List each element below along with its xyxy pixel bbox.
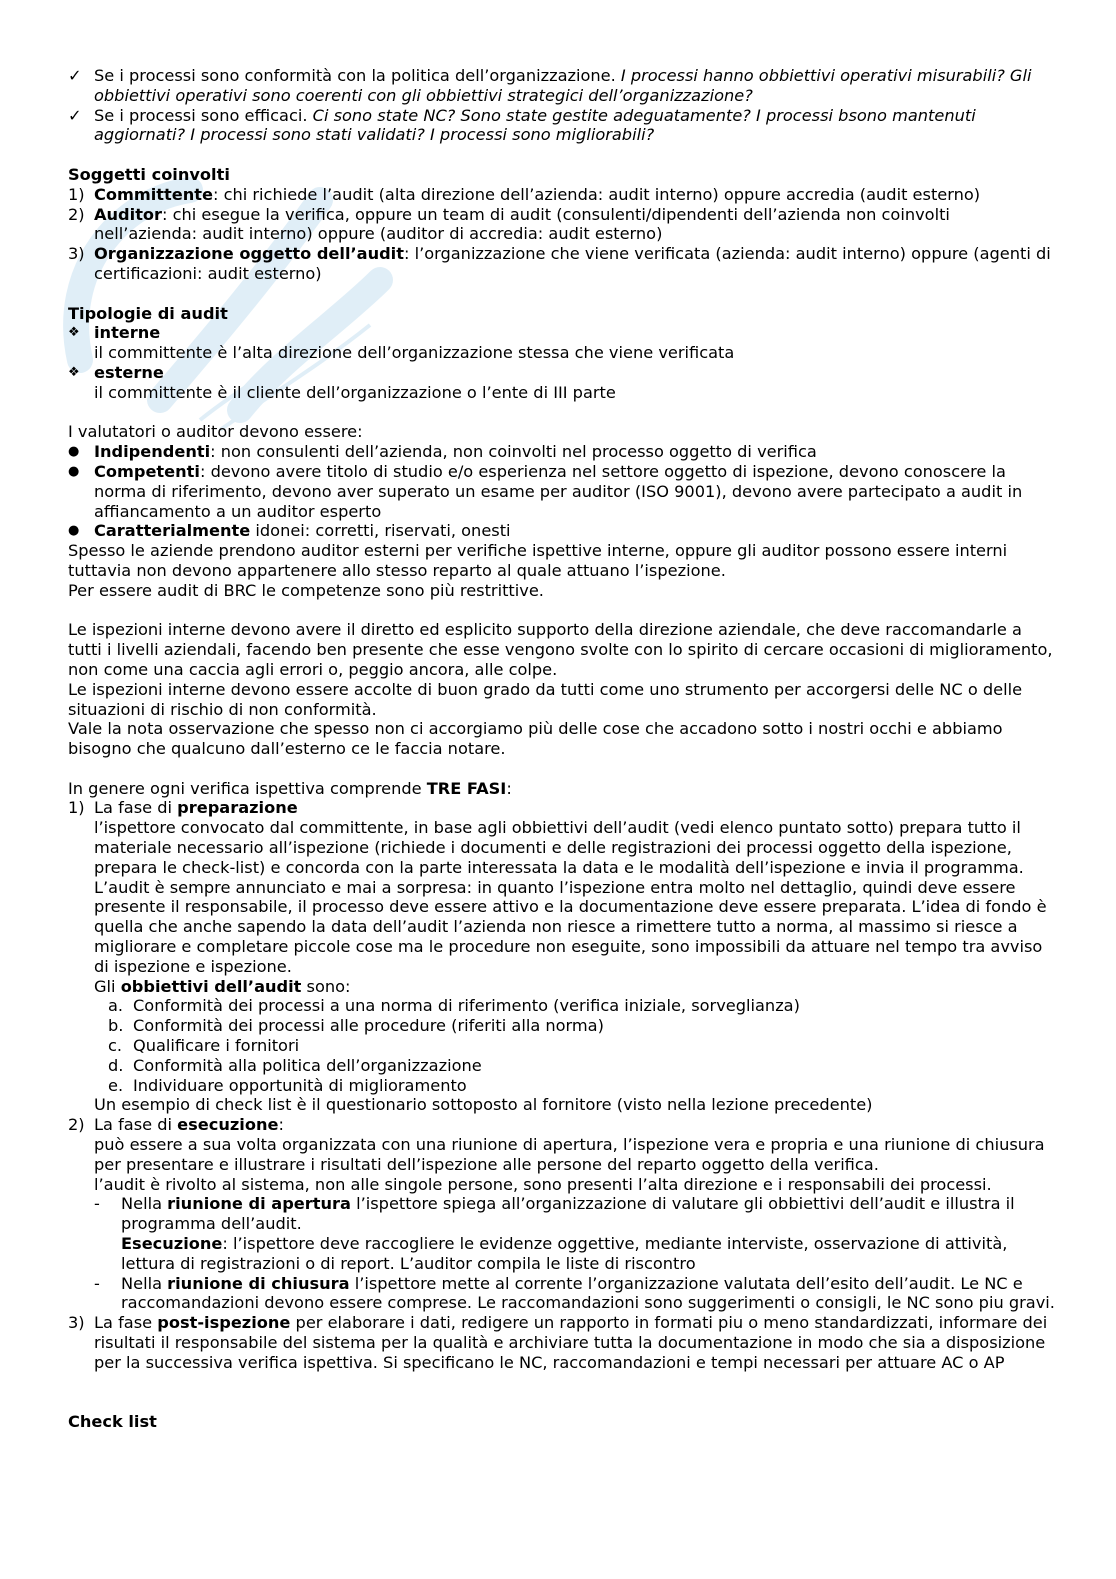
term: Caratterialmente bbox=[94, 521, 251, 541]
obj-post: sono: bbox=[301, 976, 351, 996]
paragraph: Le ispezioni interne devono avere il diretto ed esplicito supporto della direzione aziendale, che deve raccomandarle a tutti i livelli aziendali, facendo ben presente che esse vengono svolte con lo spirito di cercare occasioni di miglioramento, non come una caccia agli errori o, peggio ancora, alle colpe. bbox=[68, 620, 1053, 679]
term: Committente bbox=[94, 184, 213, 204]
d1-bold: riunione di apertura bbox=[167, 1194, 351, 1214]
definition: : chi richiede l’audit (alta direzione dell’azienda: audit interno) oppure accredia (audit esterno) bbox=[212, 184, 981, 204]
phase-item bbox=[68, 798, 1058, 818]
definition: : l’organizzazione che viene verificata (azienda: audit interno) oppure (agenti di certificazioni: audit esterno) bbox=[94, 244, 1051, 283]
fasi-intro: In genere ogni verifica ispettiva comprende bbox=[68, 778, 427, 798]
dash-bullet: - bbox=[94, 1273, 100, 1293]
list-item bbox=[68, 363, 1058, 383]
diamond-bullet-icon: ❖ bbox=[68, 364, 80, 380]
check-item bbox=[68, 106, 1058, 146]
phase-description: l’ispettore convocato dal committente, in base agli obbiettivi dell’audit (vedi elenco puntato sotto) prepara tutto il materiale necessario all’ispezione (richiede i documenti e delle registrazioni dei processi oggetto della ispezione, prepara le check-list) e concorda con la parte interessata la data e le modalità dell’ispezione e invia il programma. L’audit è sempre annunciato e mai a sorpresa: in quanto l’ispezione entra molto nel dettaglio, quindi deve essere presente il responsabile, il processo deve essere attivo e la documentazione deve essere preparata. L’idea di fondo è quella che anche sapendo la data dell’audit l’azienda non riesce a rimettere tutto a norma, al massimo si riesce a migliorare e completare piccole cose ma le procedure non eseguite, sono impossibili da attuare nel tempo tra avviso di ispezione e ispezione. bbox=[94, 818, 1047, 976]
paragraph: Vale la nota osservazione che spesso non ci accorgiamo più delle cose che accadono sotto i nostri occhi e abbiamo bisogno che qualcuno dall’esterno ce le faccia notare. bbox=[68, 719, 1003, 759]
list-letter: d. bbox=[108, 1055, 124, 1075]
term: Indipendenti bbox=[94, 442, 211, 462]
list-item bbox=[94, 1076, 1058, 1096]
d1-pre: Nella bbox=[121, 1194, 168, 1214]
list-item bbox=[68, 244, 1058, 284]
list-letter: e. bbox=[108, 1075, 124, 1095]
list-item bbox=[94, 1016, 1058, 1036]
check-icon: ✓ bbox=[68, 66, 82, 85]
list-number: 1) bbox=[68, 184, 85, 204]
check-question: I processi hanno obbiettivi operativi misurabili? Gli obbiettivi operativi sono coerenti con gli obbiettivi strategici dell’organizzazione? bbox=[94, 66, 1032, 105]
list-letter: c. bbox=[108, 1036, 123, 1056]
list-item bbox=[68, 462, 1058, 521]
obj-bold: obbiettivi dell’audit bbox=[120, 976, 302, 996]
term: interne bbox=[94, 323, 161, 343]
phase-description: l’audit è rivolto al sistema, non alle singole persone, sono presenti l’alta direzione e i responsabili dei processi. bbox=[94, 1174, 992, 1194]
exec-bold: Esecuzione bbox=[121, 1234, 223, 1254]
term: Organizzazione oggetto dell’audit bbox=[94, 244, 404, 264]
d2-post: l’ispettore mette al corrente l’organizzazione valutata dell’esito dell’audit. Le NC e raccomandazioni devono essere comprese. Le raccomandazioni sono suggerimenti o consigli, le NC sono piu gravi. bbox=[121, 1273, 1055, 1313]
paragraph: Un esempio di check list è il questionario sottoposto al fornitore (visto nella lezione precedente) bbox=[94, 1095, 873, 1115]
phase-label: La fase di bbox=[94, 1115, 178, 1135]
objective-text: Conformità dei processi alle procedure (riferiti alla norma) bbox=[133, 1016, 604, 1036]
objective-text: Qualificare i fornitori bbox=[133, 1036, 300, 1056]
list-item bbox=[68, 205, 1058, 245]
d1-post: l’ispettore spiega all’organizzazione di valutare gli obbiettivi dell’audit e illustra il programma dell’audit. bbox=[121, 1194, 1015, 1234]
objective-text: Conformità alla politica dell’organizzazione bbox=[133, 1055, 482, 1075]
list-item bbox=[68, 185, 1058, 205]
phase-name: preparazione bbox=[177, 798, 298, 818]
list-number: 1) bbox=[68, 798, 85, 818]
dash-bullet: - bbox=[94, 1194, 100, 1214]
list-item bbox=[68, 521, 1058, 541]
list-item bbox=[68, 442, 1058, 462]
list-number: 2) bbox=[68, 1115, 85, 1135]
section-title-checklist: Check list bbox=[68, 1412, 157, 1432]
term: Competenti bbox=[94, 461, 200, 481]
paragraph: I valutatori o auditor devono essere: bbox=[68, 422, 363, 442]
dash-list bbox=[68, 1194, 1058, 1313]
term: Auditor bbox=[94, 204, 163, 224]
circle-bullet-icon: ● bbox=[68, 444, 80, 460]
d2-bold: riunione di chiusura bbox=[167, 1273, 350, 1293]
definition: : devono avere titolo di studio e/o esperienza nel settore oggetto di ispezione, devono conoscere la norma di riferimento, devono aver superato un esame per auditor (ISO 9001), devono avere partecipato a audit in affiancamento a un auditor esperto bbox=[94, 461, 1023, 521]
phase-item bbox=[68, 1313, 1058, 1372]
check-text: Se i processi sono conformità con la politica dell’organizzazione. bbox=[94, 66, 621, 85]
objective-text: Individuare opportunità di miglioramento bbox=[133, 1075, 467, 1095]
term: esterne bbox=[94, 362, 164, 382]
circle-bullet-icon: ● bbox=[68, 463, 80, 479]
paragraph: Le ispezioni interne devono essere accolte di buon grado da tutti come uno strumento per accorgersi delle NC o delle situazioni di rischio di non conformità. bbox=[68, 679, 1023, 719]
list-item bbox=[94, 1056, 1058, 1076]
fasi-colon: : bbox=[506, 778, 512, 798]
paragraph: Per essere audit di BRC le competenze sono più restrittive. bbox=[68, 580, 544, 600]
list-item bbox=[68, 323, 1058, 343]
section-title-soggetti: Soggetti coinvolti bbox=[68, 164, 230, 184]
list-item bbox=[94, 1194, 1058, 1273]
definition: : non consulenti dell’azienda, non coinvolti nel processo oggetto di verifica bbox=[210, 442, 817, 462]
phase-name: post-ispezione bbox=[157, 1313, 291, 1333]
d2-pre: Nella bbox=[121, 1273, 168, 1293]
definition: : chi esegue la verifica, oppure un team di audit (consulenti/dipendenti dell’azienda non coinvolti nell’azienda: audit interno) oppure (auditor di accredia: audit esterno) bbox=[94, 204, 950, 244]
list-number: 3) bbox=[68, 1313, 85, 1333]
definition: il committente è il cliente dell’organizzazione o l’ente di III parte bbox=[94, 382, 616, 402]
obj-pre: Gli bbox=[94, 976, 121, 996]
list-letter: a. bbox=[108, 996, 124, 1016]
check-item bbox=[68, 66, 1058, 106]
paragraph: Spesso le aziende prendono auditor esterni per verifiche ispettive interne, oppure gli auditor possono essere interni tuttavia non devono appartenere allo stesso reparto al quale attuano l’ispezione. bbox=[68, 541, 1008, 580]
list-item bbox=[94, 1274, 1058, 1314]
phase-label: La fase di bbox=[94, 798, 178, 818]
check-text: Se i processi sono efficaci. bbox=[94, 105, 313, 125]
list-item bbox=[94, 996, 1058, 1016]
phase-name: esecuzione bbox=[177, 1115, 279, 1135]
circle-bullet-icon: ● bbox=[68, 523, 80, 539]
phase-label: La fase bbox=[94, 1313, 158, 1333]
list-number: 3) bbox=[68, 244, 85, 264]
list-number: 2) bbox=[68, 204, 85, 224]
objective-text: Conformità dei processi a una norma di riferimento (verifica iniziale, sorveglianza) bbox=[133, 996, 800, 1016]
phase-item bbox=[68, 1115, 1058, 1135]
document-body bbox=[68, 66, 1058, 1432]
paragraph bbox=[68, 779, 1058, 799]
phase-description: può essere a sua volta organizzata con una riunione di apertura, l’ispezione vera e propria e una riunione di chiusura per presentare e illustrare i risultati dell’ispezione alle persone del reparto oggetto della verifica. bbox=[94, 1135, 1045, 1174]
section-title-tipologie: Tipologie di audit bbox=[68, 303, 228, 323]
fasi-emphasis: TRE FASI bbox=[426, 778, 507, 798]
exec-post: : l’ispettore deve raccogliere le evidenze oggettive, mediante interviste, osservazione di attività, lettura di registrazioni o di report. L’auditor compila le liste di riscontro bbox=[121, 1234, 1008, 1273]
check-icon: ✓ bbox=[68, 105, 82, 125]
objectives-heading bbox=[68, 977, 1058, 997]
definition: il committente è l’alta direzione dell’organizzazione stessa che viene verificata bbox=[94, 343, 735, 363]
check-question: Ci sono state NC? Sono state gestite adeguatamente? I processi bsono mantenuti aggiornati? I processi sono stati validati? I processi sono migliorabili? bbox=[94, 105, 976, 145]
phase-colon: : bbox=[278, 1115, 284, 1135]
list-item bbox=[94, 1036, 1058, 1056]
list-letter: b. bbox=[108, 1016, 124, 1036]
phase-description: per elaborare i dati, redigere un rapporto in formati piu o meno standardizzati, informare dei risultati il responsabile del sistema per la qualità e archiviare tutta la documentazione in modo che sia a disposizione per la successiva verifica ispettiva. Si specificano le NC, raccomandazioni e tempi necessari per attuare AC o AP bbox=[94, 1313, 1048, 1372]
objectives-list bbox=[68, 996, 1058, 1095]
definition: idonei: corretti, riservati, onesti bbox=[250, 521, 511, 541]
diamond-bullet-icon: ❖ bbox=[68, 325, 80, 341]
